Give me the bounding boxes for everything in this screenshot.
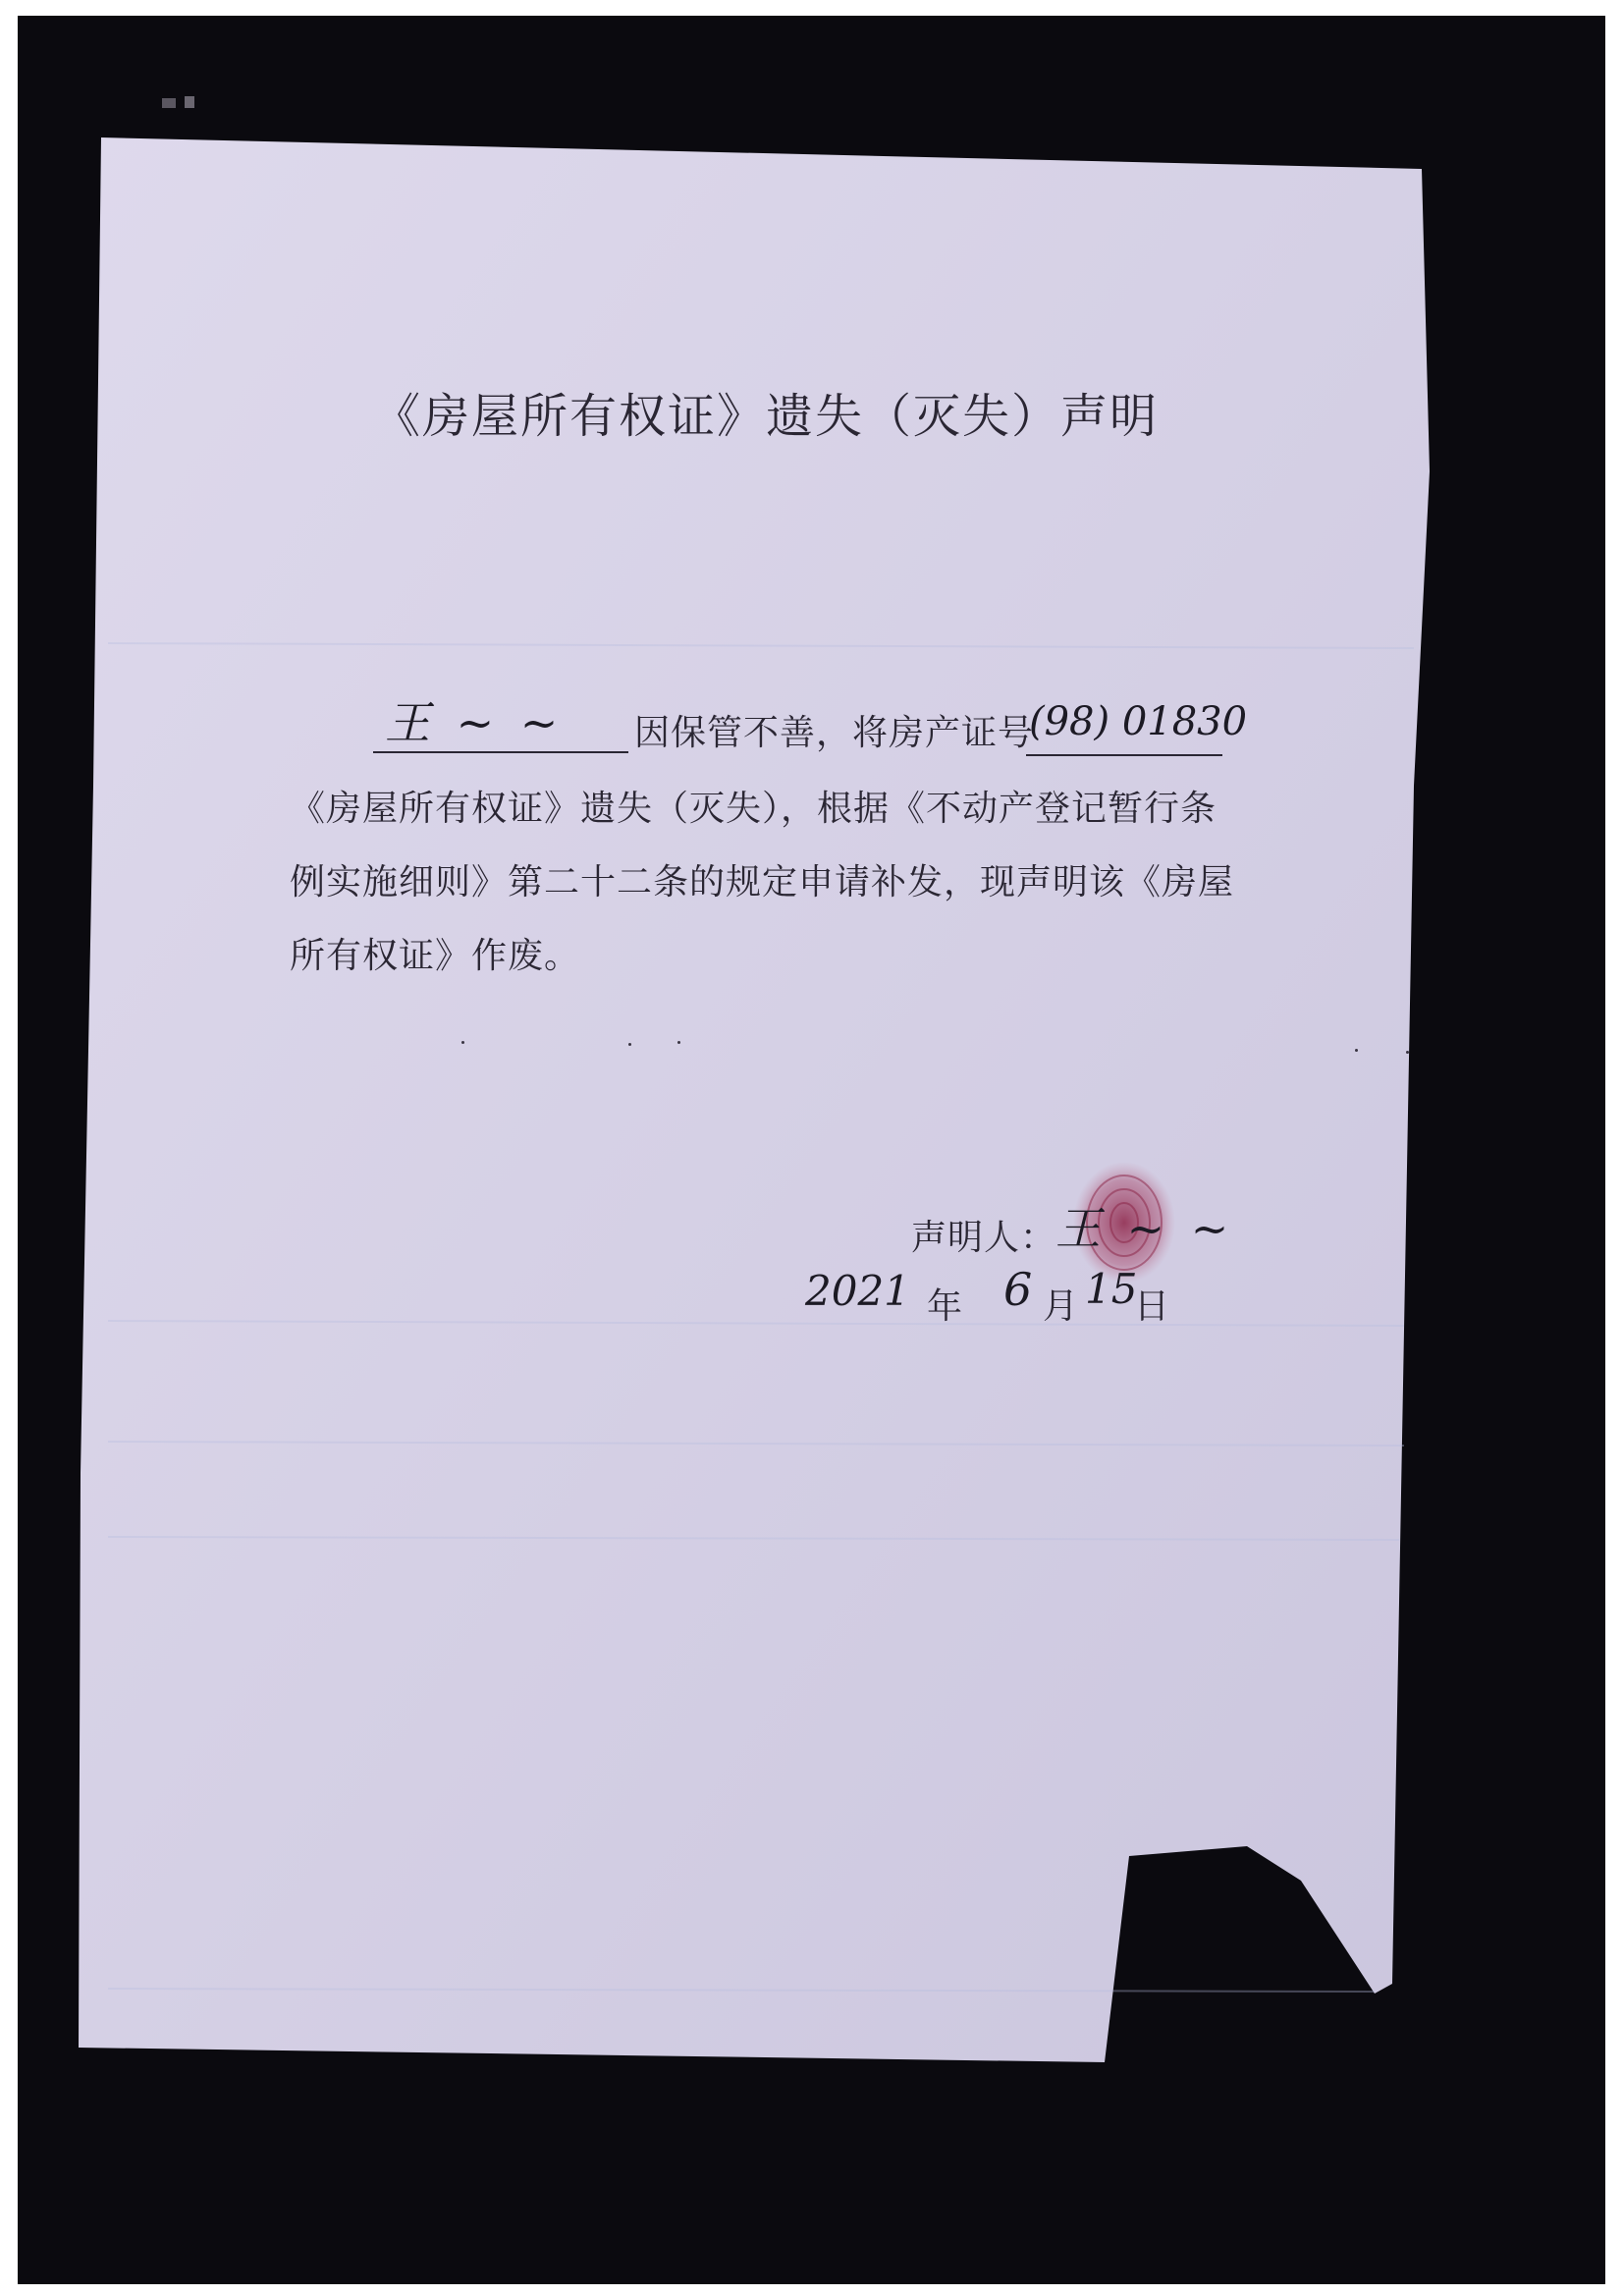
scan-speck (1355, 1049, 1358, 1052)
date-year: 2021 (805, 1267, 910, 1315)
scan-speck (1406, 1051, 1409, 1054)
signature-name-handwritten: 王 ~ ~ (385, 696, 565, 749)
date-month: 6 (1003, 1263, 1033, 1316)
date-day: 15 (1085, 1265, 1138, 1313)
scan-speck (461, 1041, 464, 1044)
date-year-label: 年 (927, 1286, 964, 1327)
statement-line-3: 例实施细则》第二十二条的规定申请补发，现声明该《房屋 (290, 862, 1235, 902)
scan-speck (628, 1043, 631, 1046)
scan-speck (677, 1041, 680, 1044)
statement-line-4: 所有权证》作废。 (290, 936, 581, 976)
declarant-label: 声明人： (911, 1218, 1057, 1258)
statement-line-1: 因保管不善，将房产证号 (634, 713, 1035, 753)
declarant-signature: 王 ~ ~ (1055, 1202, 1235, 1255)
certificate-number: (98) 01830 (1029, 699, 1248, 744)
statement-line-2: 《房屋所有权证》遗失（灭失），根据《不动产登记暂行条 (290, 789, 1217, 829)
document-title: 《房屋所有权证》遗失（灭失）声明 (373, 389, 1160, 444)
date-day-label: 日 (1134, 1286, 1171, 1327)
name-underline (373, 751, 628, 753)
date-month-label: 月 (1043, 1286, 1080, 1327)
certificate-underline (1026, 754, 1222, 756)
